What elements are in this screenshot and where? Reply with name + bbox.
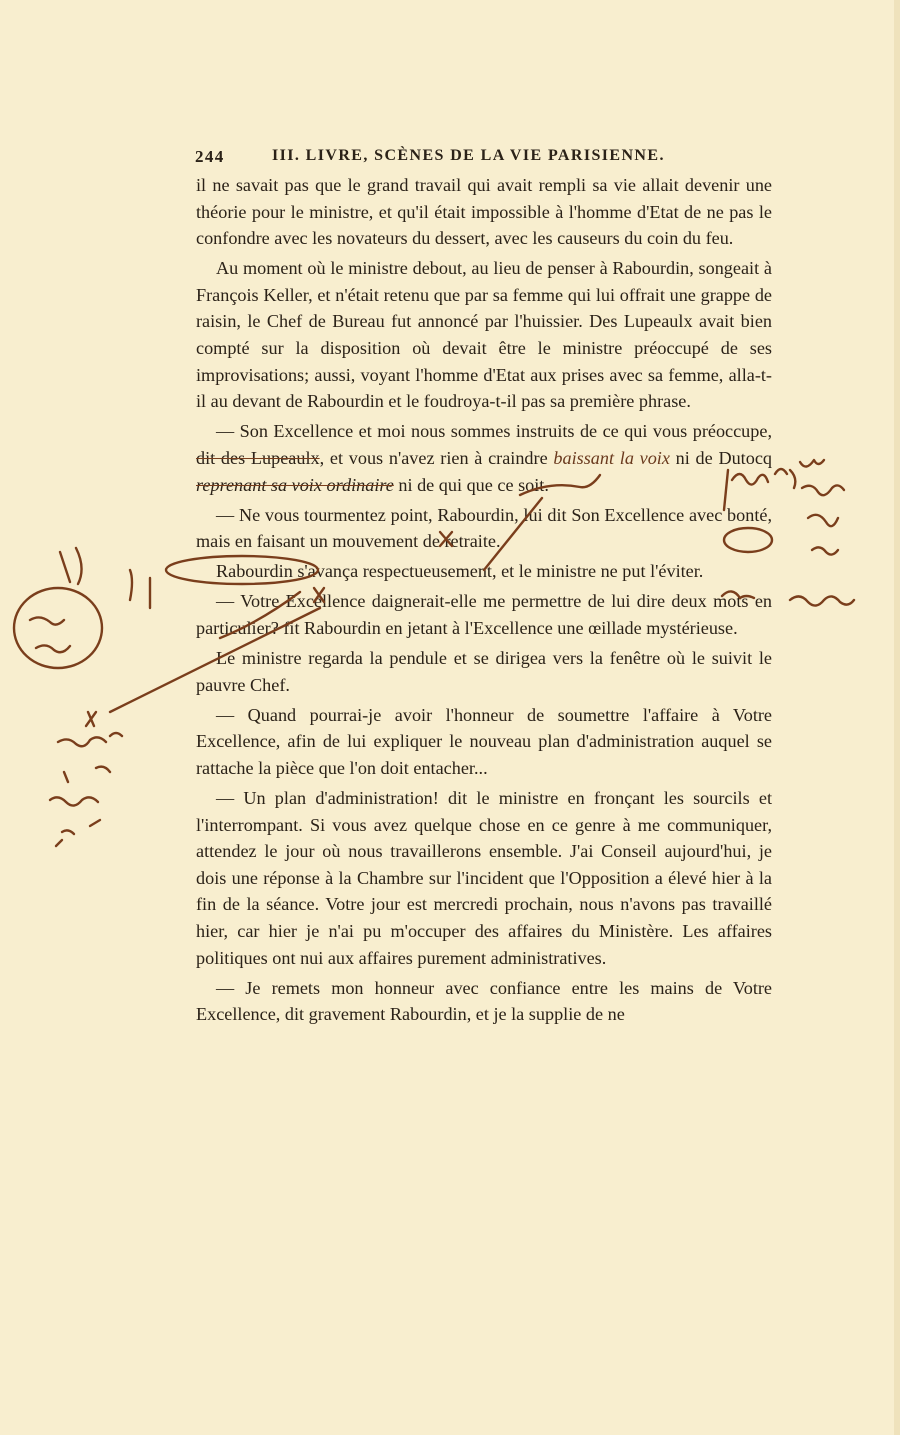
left-margin-note [56, 840, 62, 846]
text-run: , et vous n'avez rien à craindre [319, 447, 554, 468]
right-margin-note [800, 460, 844, 495]
left-margin-note [58, 733, 122, 782]
text-run: ni de Dutocq [669, 447, 772, 468]
paragraph: — Je remets mon honneur avec confiance entre les mains de Votre Excellence, dit gravement Rabourdin, et je la supplie de ne [196, 977, 772, 1025]
left-margin-note [86, 712, 96, 726]
left-margin-circle [14, 588, 102, 668]
left-margin-note [50, 797, 100, 834]
paragraph-corrected [196, 418, 772, 498]
running-title: III. LIVRE, SCÈNES DE LA VIE PARISIENNE. [272, 147, 665, 164]
paragraph: il ne savait pas que le grand travail qui avait rempli sa vie allait devenir une théorie pour le ministre, et qu'il était impossible à l'homme d'Etat de ne pas le confondre avec les novateurs du dessert, avec les causeurs du coin du feu. [196, 175, 772, 249]
paragraph: — Un plan d'administration! dit le ministre en fronçant les sourcils et l'interrompant. Si vous avez quelque chose en ce genre à me communiquer, attendez le jour où nous travaillerons ensemble. J'ai Conseil aujourd'hui, je dois une réponse à la Chambre sur l'incident que l'Opposition a élevé hier à la fin de la séance. Votre jour est mercredi prochain, nous n'avons pas travaillé hier, car hier je n'ai pu m'occuper des affaires du Ministère. Les affaires politiques ont nui aux affaires purement administratives. [196, 788, 772, 968]
text-run: ni de qui que ce soit. [393, 474, 549, 495]
struck-text: reprenant sa voix ordinaire [196, 474, 394, 495]
paragraph: — Ne vous tourmentez point, Rabourdin, lui dit Son Excellence avec bonté, mais en faisant un mouvement de retraite. [196, 504, 772, 552]
struck-text: dit des Lupeaulx [196, 447, 320, 468]
left-margin-mark [60, 548, 150, 608]
circled-text: baissant la voix [553, 447, 670, 468]
page-edge [894, 0, 900, 1435]
paragraph: Rabourdin s'avança respectueusement, et le ministre ne put l'éviter. [216, 561, 704, 582]
left-margin-note [30, 617, 70, 652]
paragraph: Le ministre regarda la pendule et se dirigea vers la fenêtre où le suivit le pauvre Chef. [196, 648, 772, 695]
text-run: — Son Excellence et moi nous sommes instruits de ce qui vous préoccupe, [216, 421, 772, 442]
right-margin-note [808, 515, 838, 555]
paragraph: — Votre Excellence daignerait-elle me permettre de lui dire deux mots en particulier? fit Rabourdin en jetant à l'Excellence une œillade mystérieuse. [196, 591, 772, 638]
page-number: 244 [195, 147, 225, 166]
paragraph: Au moment où le ministre debout, au lieu de penser à Rabourdin, songeait à François Keller, et n'était retenu que par sa femme qui lui offrait une grappe de raisin, le Chef de Bureau fut annoncé par l'huissier. Des Lupeaulx avait bien compté sur la disposition où devait être le ministre préoccupé de ses improvisations; aussi, voyant l'homme d'Etat aux prises avec sa femme, alla-t-il au devant de Rabourdin et le foudroya-t-il pas sa première phrase. [196, 258, 772, 412]
body-text [196, 172, 772, 1031]
running-header [195, 145, 775, 171]
paragraph: — Quand pourrai-je avoir l'honneur de soumettre l'affaire à Votre Excellence, afin de lui expliquer le nouveau plan d'administration auquel se rattache la pièce que l'on doit entacher... [196, 704, 772, 778]
